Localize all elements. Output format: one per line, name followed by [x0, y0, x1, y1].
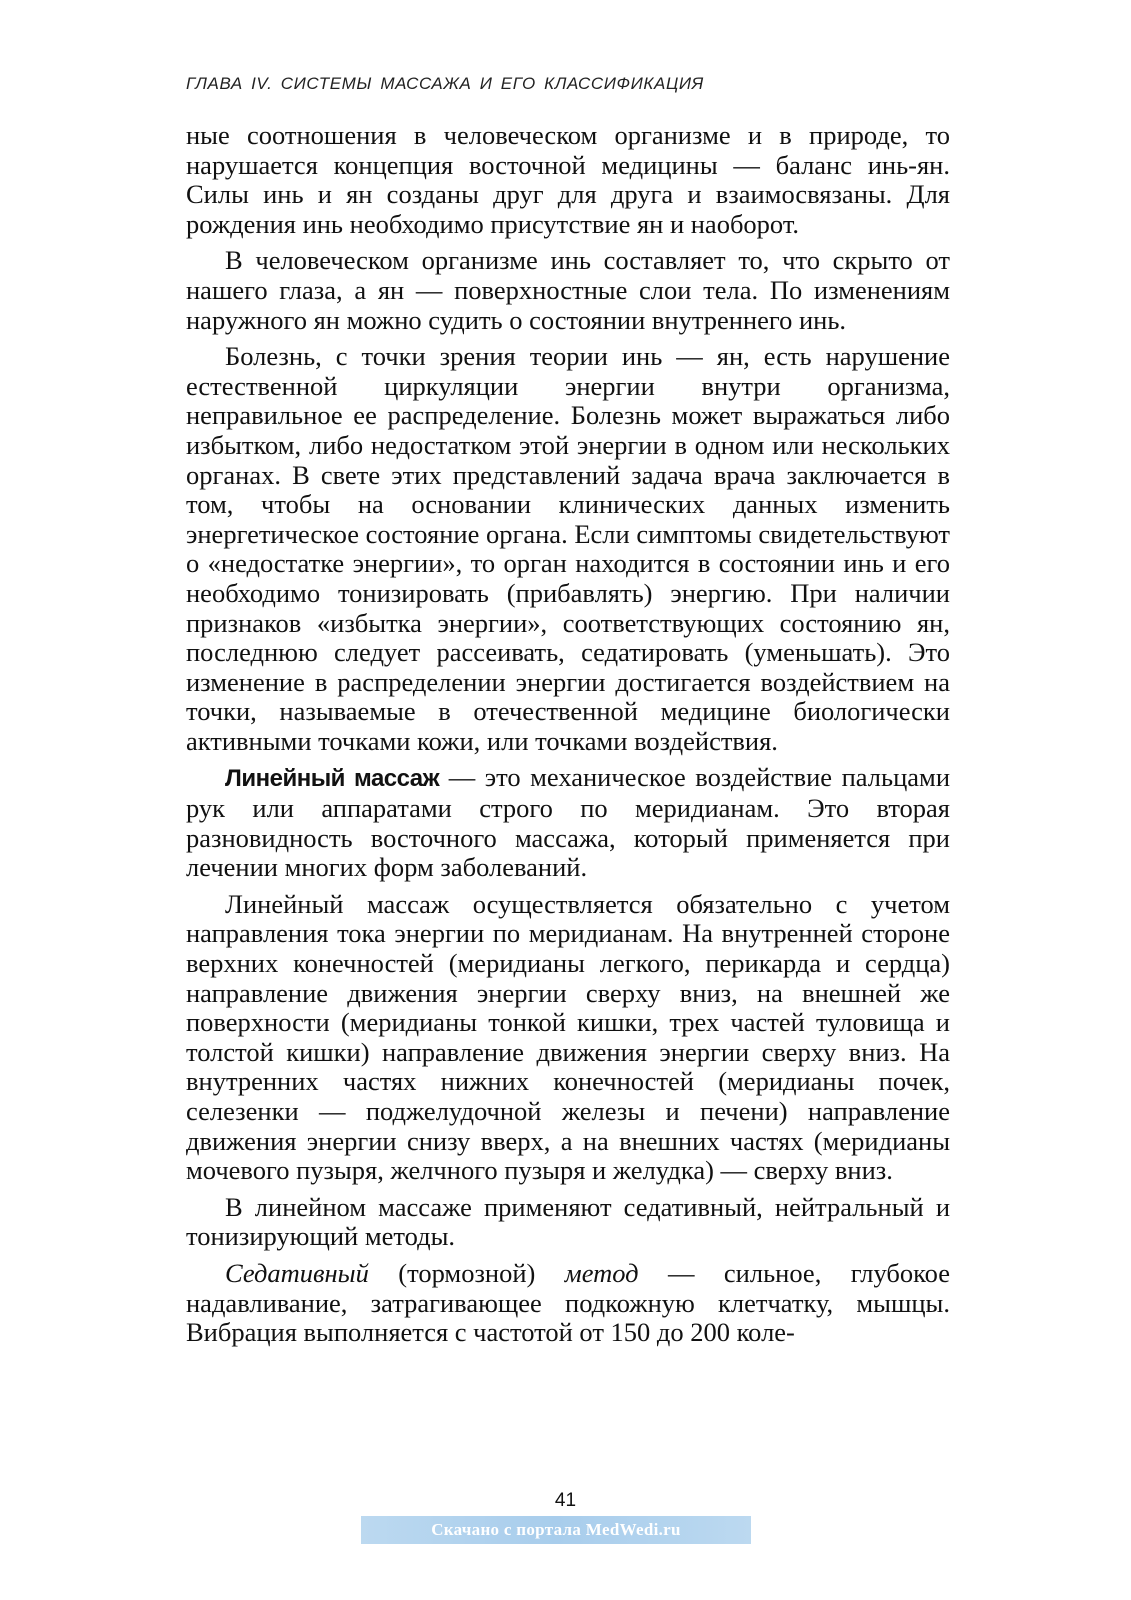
body-text	[186, 121, 950, 1355]
paragraph-2: В человеческом организме инь составляет то, что скрыто от нашего глаза, а ян — поверхностные слои тела. По изменениям наружного ян можно судить о состоянии внутреннего инь.	[186, 245, 950, 335]
running-head: ГЛАВА IV. СИСТЕМЫ МАССАЖА И ЕГО КЛАССИФИКАЦИЯ	[186, 74, 704, 93]
paragraph-4-text: — это механическое воздействие пальцами рук или аппаратами строго по меридианам. Это вторая разновидность восточного массажа, который применяется при лечении многих форм заболеваний.	[186, 762, 950, 883]
term-sedative: Седативный	[225, 1257, 369, 1288]
term-linear-massage: Линейный массаж	[225, 765, 440, 793]
page-number: 41	[554, 1490, 577, 1511]
paragraph-1: ные соотношения в человеческом организме и в природе, то нарушается концепция восточной медицины — баланс инь-ян. Силы инь и ян созданы друг для друга и взаимосвязаны. Для рождения инь необходимо присутствие ян и наоборот.	[186, 120, 950, 239]
paragraph-5: Линейный массаж осуществляется обязательно с учетом направления тока энергии по меридианам. На внутренней стороне верхних конечностей (меридианы легкого, перикарда и сердца) направление движения энергии сверху вниз, на внешней же поверхности (меридианы тонкой кишки, трех частей туловища и толстой кишки) направление движения энергии сверху вниз. На внутренних частях нижних конечностей (меридианы почек, селезенки — поджелудочной железы и печени) направление движения энергии снизу вверх, а на внешних частях (меридианы мочевого пузыря, желчного пузыря и желудка) — сверху вниз.	[186, 888, 950, 1186]
download-watermark: Скачано с портала MedWedi.ru	[361, 1516, 751, 1544]
paragraph-7-text: — сильное, глубокое надавливание, затрагивающее подкожную клетчатку, мышцы. Вибрация выполняется с частотой от 150 до 200 коле-	[186, 1257, 950, 1348]
paragraph-6: В линейном массаже применяют седативный, нейтральный и тонизирующий методы.	[186, 1191, 950, 1252]
paragraph-3: Болезнь, с точки зрения теории инь — ян, есть нарушение естественной циркуляции энергии внутри организма, неправильное ее распределение. Болезнь может выражаться либо избытком, либо недостатком этой энергии в одном или нескольких органах. В свете этих представлений задача врача заключается в том, чтобы на основании клинических данных изменить энергетическое состояние органа. Если симптомы свидетельствуют о «недостатке энергии», то орган находится в состоянии инь и его необходимо тонизировать (прибавлять) энергию. При наличии признаков «избытка энергии», соответствующих состоянию ян, последнюю следует рассеивать, седатировать (уменьшать). Это изменение в распределении энергии достигается воздействием на точки, называемые в отечественной медицине биологически активными точками кожи, или точками воздействия.	[186, 341, 950, 756]
paragraph-7-mid: (тормозной)	[368, 1257, 565, 1288]
term-method: метод	[564, 1257, 639, 1288]
paragraph-4	[186, 763, 950, 882]
paragraph-7	[186, 1259, 950, 1348]
